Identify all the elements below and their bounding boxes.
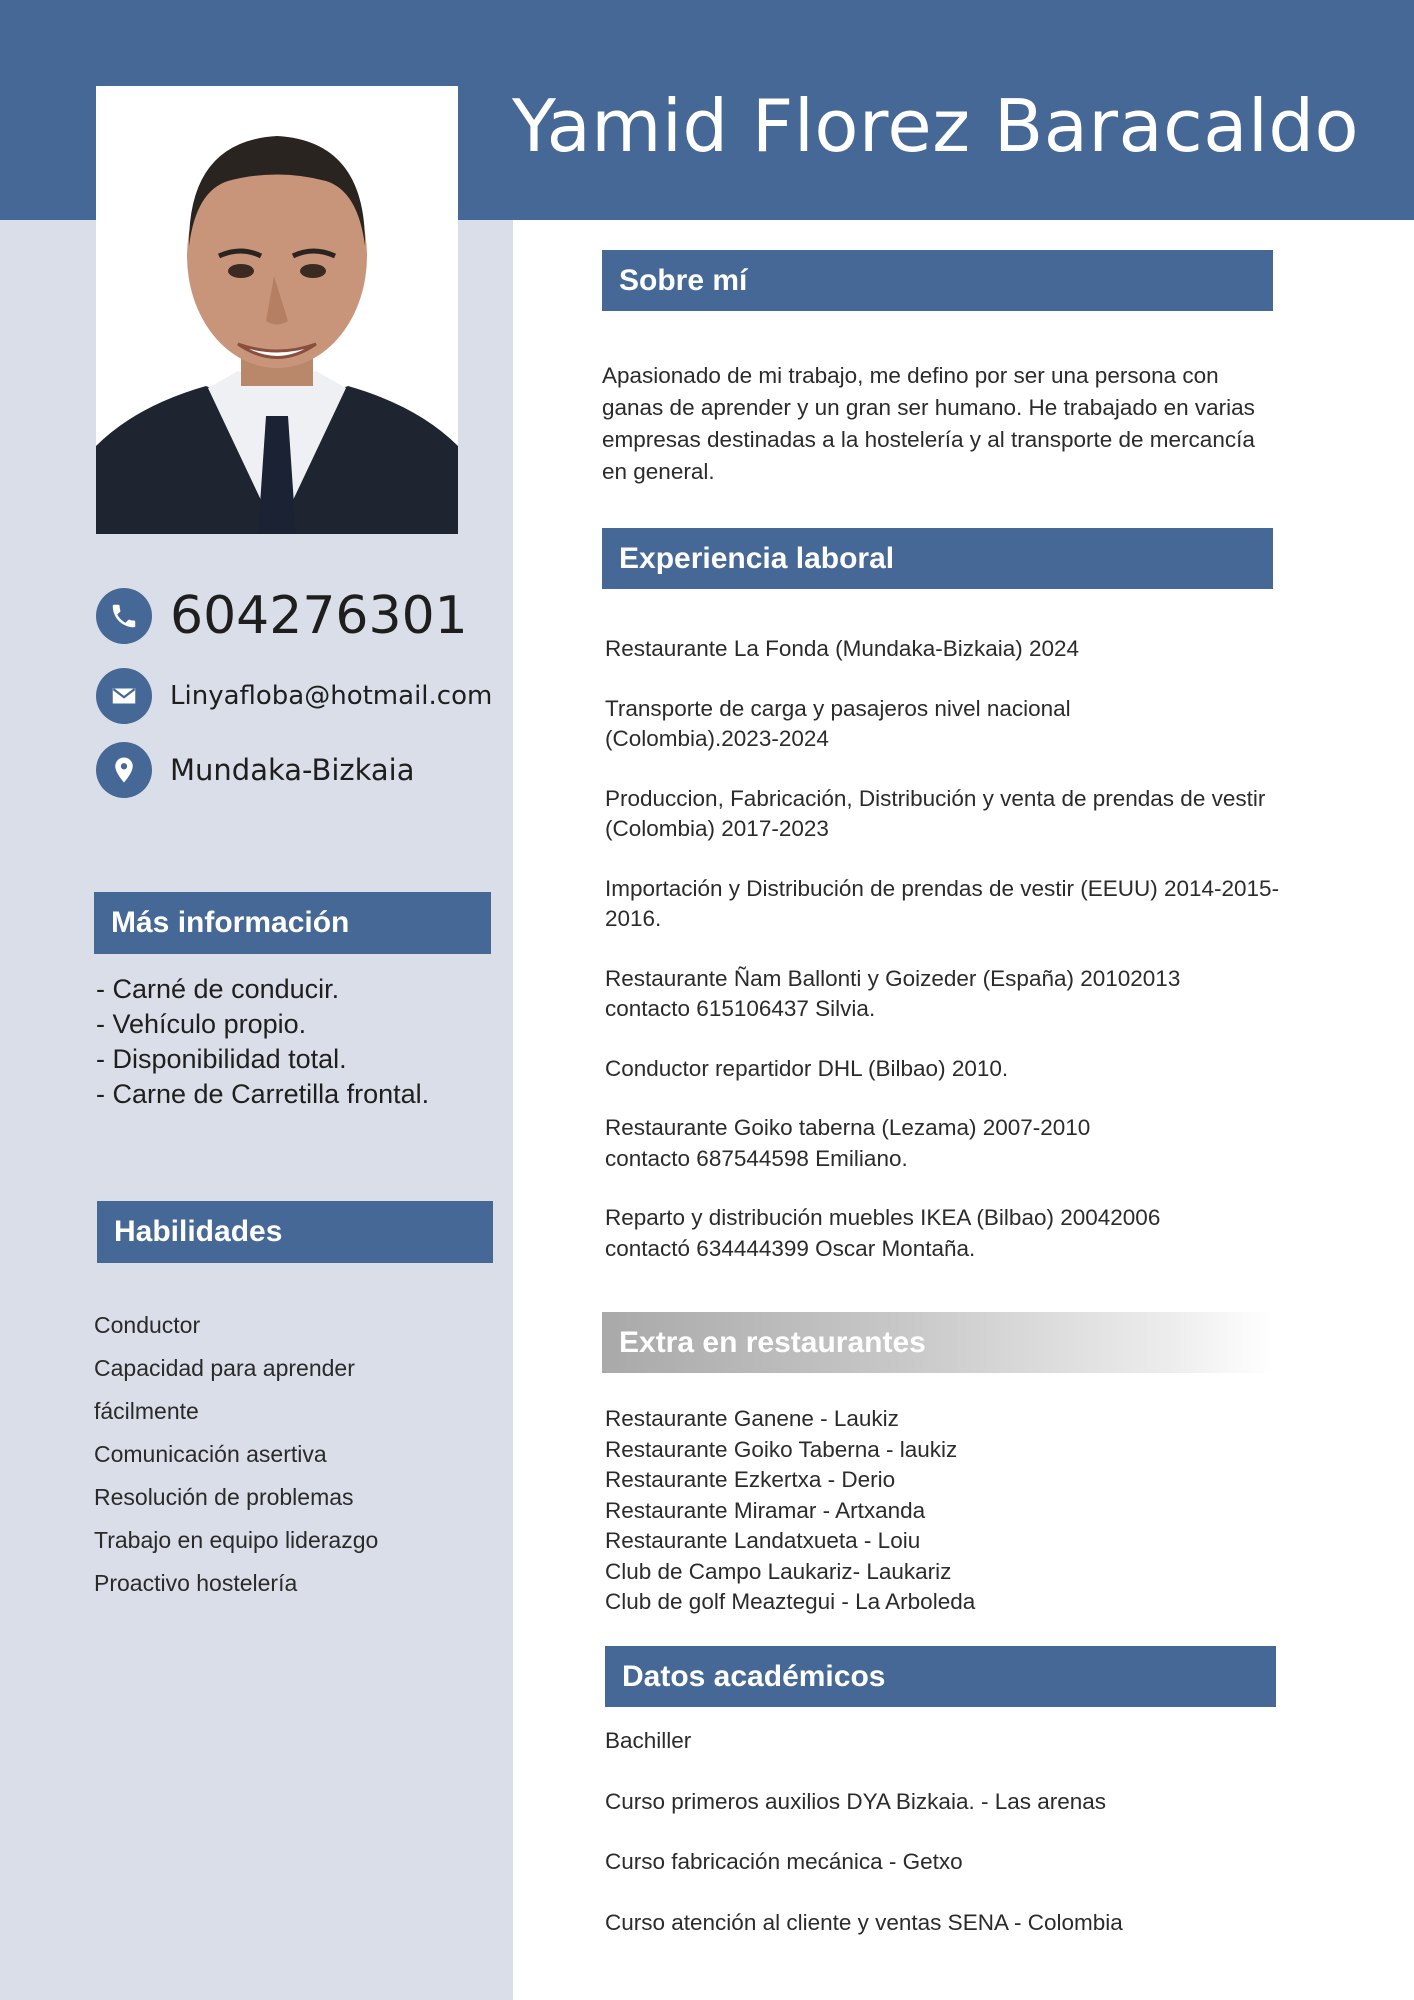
experience-heading: Experiencia laboral <box>602 528 1273 589</box>
experience-item: Transporte de carga y pasajeros nivel nacional (Colombia).2023-2024 <box>605 695 1071 751</box>
contact-location <box>96 742 415 798</box>
restaurant-item: Club de Campo Laukariz- Laukariz <box>605 1558 952 1584</box>
experience-item: Reparto y distribución muebles IKEA (Bilbao) 20042006 contactó 634444399 Oscar Montaña. <box>605 1205 1161 1261</box>
skill-item: Conductor <box>94 1312 201 1338</box>
list-item: - Vehículo propio. <box>96 1009 307 1039</box>
restaurant-item: Restaurante Ganene - Laukiz <box>605 1406 899 1431</box>
skills-heading: Habilidades <box>97 1201 493 1263</box>
skill-item: Resolución de problemas <box>94 1484 354 1510</box>
skill-item: Proactivo hostelería <box>94 1570 298 1596</box>
list-item: - Carne de Carretilla frontal. <box>96 1079 430 1109</box>
more-info-list <box>96 972 429 1112</box>
experience-item: Restaurante La Fonda (Mundaka-Bizkaia) 2024 <box>605 636 1080 661</box>
email-address: Linyafloba@hotmail.com <box>170 681 493 711</box>
restaurant-item: Restaurante Ezkertxa - Derio <box>605 1467 896 1492</box>
skill-item: Capacidad para aprender fácilmente <box>94 1355 355 1424</box>
about-paragraph: Apasionado de mi trabajo, me defino por ser una persona con ganas de aprender y un gran ser humano. He trabajado en varias empresas destinadas a la hostelería y al transporte de mercancía en general. <box>602 363 1255 484</box>
contact-email[interactable] <box>96 668 492 724</box>
experience-item: Produccion, Fabricación, Distribución y venta de prendas de vestir (Colombia) 2017-2023 <box>605 785 1266 841</box>
experience-item: Conductor repartidor DHL (Bilbao) 2010. <box>605 1055 1009 1081</box>
list-item: - Disponibilidad total. <box>96 1044 347 1074</box>
about-heading: Sobre mí <box>602 250 1273 311</box>
experience-item: Importación y Distribución de prendas de vestir (EEUU) 2014-2015-2016. <box>605 875 1280 931</box>
academic-item: Bachiller <box>605 1728 692 1753</box>
list-item: - Carné de conducir. <box>96 974 340 1004</box>
restaurant-item: Club de golf Meaztegui - La Arboleda <box>605 1589 976 1614</box>
restaurant-item: Restaurante Goiko Taberna - laukiz <box>605 1436 958 1462</box>
experience-list <box>605 634 1285 1293</box>
skills-list <box>94 1304 434 1605</box>
academic-item: Curso atención al cliente y ventas SENA - Colombia <box>605 1909 1123 1935</box>
location-text: Mundaka-Bizkaia <box>170 753 415 787</box>
restaurant-item: Restaurante Landatxueta - Loiu <box>605 1528 921 1553</box>
restaurant-item: Restaurante Miramar - Artxanda <box>605 1497 926 1523</box>
experience-item: Restaurante Goiko taberna (Lezama) 2007-2010 contacto 687544598 Emiliano. <box>605 1115 1091 1171</box>
extra-heading: Extra en restaurantes <box>602 1312 1273 1373</box>
phone-icon <box>96 588 152 644</box>
contact-phone[interactable] <box>96 586 468 646</box>
skill-item: Trabajo en equipo liderazgo <box>94 1527 379 1553</box>
candidate-name: Yamid Florez Baracaldo <box>512 84 1360 168</box>
mail-icon <box>96 668 152 724</box>
location-pin-icon <box>96 742 152 798</box>
extra-restaurants-list <box>605 1404 975 1618</box>
experience-item: Restaurante Ñam Ballonti y Goizeder (España) 20102013 contacto 615106437 Silvia. <box>605 965 1181 1021</box>
academic-list <box>605 1726 1123 1968</box>
academic-item: Curso primeros auxilios DYA Bizkaia. - Las arenas <box>605 1788 1107 1814</box>
academic-heading: Datos académicos <box>605 1646 1276 1707</box>
phone-number: 604276301 <box>170 586 468 646</box>
academic-item: Curso fabricación mecánica - Getxo <box>605 1849 963 1874</box>
profile-photo <box>96 86 458 534</box>
more-info-heading: Más información <box>94 892 491 954</box>
skill-item: Comunicación asertiva <box>94 1441 327 1467</box>
